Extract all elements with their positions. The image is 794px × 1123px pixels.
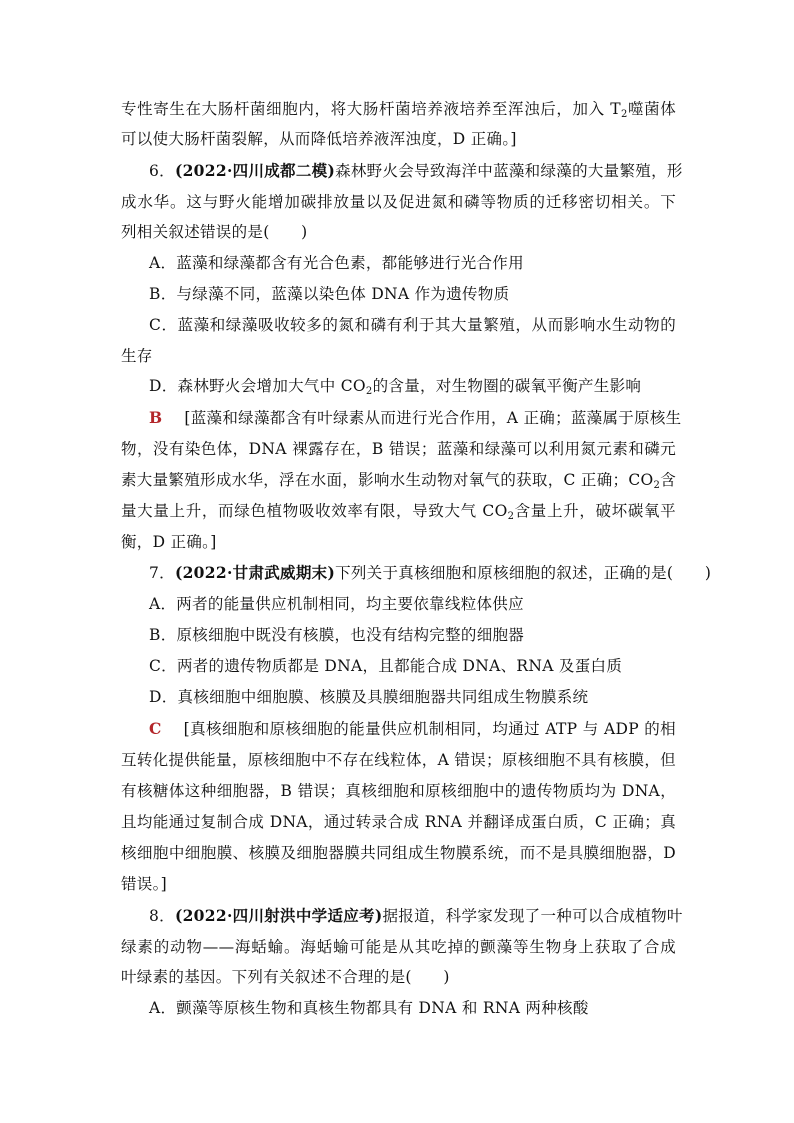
q7-explanation-line-4: 且均能通过复制合成 DNA，通过转录合成 RNA 并翻译成蛋白质，C 正确；真	[121, 813, 676, 831]
q8-number: 8．	[149, 907, 175, 925]
carryover-line-1: 专性寄生在大肠杆菌细胞内，将大肠杆菌培养液培养至浑浊后，加入 $T_2$噬菌体	[121, 100, 676, 120]
q7-number: 7．	[149, 564, 175, 582]
q6-stem-line-1: 6．(2022·四川成都二模)森林野火会导致海洋中蓝藻和绿藻的大量繁殖，形	[149, 161, 683, 180]
q6-answer: B	[149, 408, 163, 427]
q6-number: 6．	[149, 162, 175, 180]
q6-explanation-line-5: 衡，D 正确。]	[121, 533, 217, 551]
q8-option-a: A．颤藻等原核生物和真核生物都具有 DNA 和 RNA 两种核酸	[149, 999, 589, 1017]
q6-option-c-line-1: C．蓝藻和绿藻吸收较多的氮和磷有利于其大量繁殖，从而影响水生动物的	[149, 316, 676, 334]
q7-option-a: A．两者的能量供应机制相同，均主要依靠线粒体供应	[149, 595, 524, 613]
q7-stem-line-1: 7．(2022·甘肃武威期末)下列关于真核细胞和原核细胞的叙述，正确的是( )	[149, 563, 712, 582]
q6-option-b: B．与绿藻不同，蓝藻以染色体 DNA 作为遗传物质	[149, 285, 510, 303]
q7-explanation-line-5: 核细胞中细胞膜、核膜及细胞器膜共同组成生物膜系统，而不是具膜细胞器，D	[121, 844, 676, 862]
q7-source: (2022·甘肃武威期末)	[174, 563, 336, 582]
carryover-line-2: 可以使大肠杆菌裂解，从而降低培养液浑浊度，D 正确。]	[121, 130, 517, 148]
q6-explanation-line-1: B [蓝藻和绿藻都含有叶绿素从而进行光合作用，A 正确；蓝藻属于原核生	[149, 408, 682, 427]
q6-option-c-line-2: 生存	[121, 347, 153, 365]
q7-explanation-line-6: 错误。]	[121, 875, 167, 893]
q7-option-c: C．两者的遗传物质都是 DNA，且都能合成 DNA、RNA 及蛋白质	[149, 657, 623, 675]
q6-explanation-line-4: 量大量上升，而绿色植物吸收效率有限，导致大气 $CO_2$含量上升，破坏碳氧平	[121, 502, 676, 522]
q8-stem-line-2: 绿素的动物——海蛞蝓。海蛞蝓可能是从其吃掉的颤藻等生物身上获取了合成	[121, 938, 676, 956]
q7-answer: C	[149, 719, 162, 738]
q6-source: (2022·四川成都二模)	[174, 161, 336, 180]
q6-option-a: A．蓝藻和绿藻都含有光合色素，都能够进行光合作用	[149, 254, 524, 272]
q8-source: (2022·四川射洪中学适应考)	[174, 906, 383, 925]
q8-stem-line-3: 叶绿素的基因。下列有关叙述不合理的是( )	[121, 968, 450, 986]
q6-explanation-line-2: 物，没有染色体，DNA 裸露存在，B 错误；蓝藻和绿藻可以利用氮元素和磷元	[121, 440, 676, 458]
q7-option-d: D．真核细胞中细胞膜、核膜及具膜细胞器共同组成生物膜系统	[149, 688, 589, 706]
q7-explanation-line-2: 互转化提供能量，原核细胞中不存在线粒体，A 错误；原核细胞不具有核膜，但	[121, 751, 676, 769]
q7-explanation-line-1: C [真核细胞和原核细胞的能量供应机制相同，均通过 ATP 与 ADP 的相	[149, 719, 676, 738]
q6-option-d: D．森林野火会增加大气中 $CO_2$的含量，对生物圈的碳氧平衡产生影响	[149, 377, 642, 397]
q7-option-b: B．原核细胞中既没有核膜，也没有结构完整的细胞器	[149, 626, 525, 644]
q7-explanation-line-3: 有核糖体这种细胞器，B 错误；真核细胞和原核细胞中的遗传物质均为 DNA，	[121, 782, 676, 800]
q6-explanation-line-3: 素大量繁殖形成水华，浮在水面，影响水生动物对氧气的获取，C 正确；$CO_2$含	[121, 471, 676, 491]
q6-stem-line-2: 成水华。这与野火能增加碳排放量以及促进氮和磷等物质的迁移密切相关。下	[121, 193, 676, 211]
q8-stem-line-1: 8．(2022·四川射洪中学适应考)据报道，科学家发现了一种可以合成植物叶	[149, 906, 683, 925]
q6-stem-line-3: 列相关叙述错误的是( )	[121, 223, 308, 241]
